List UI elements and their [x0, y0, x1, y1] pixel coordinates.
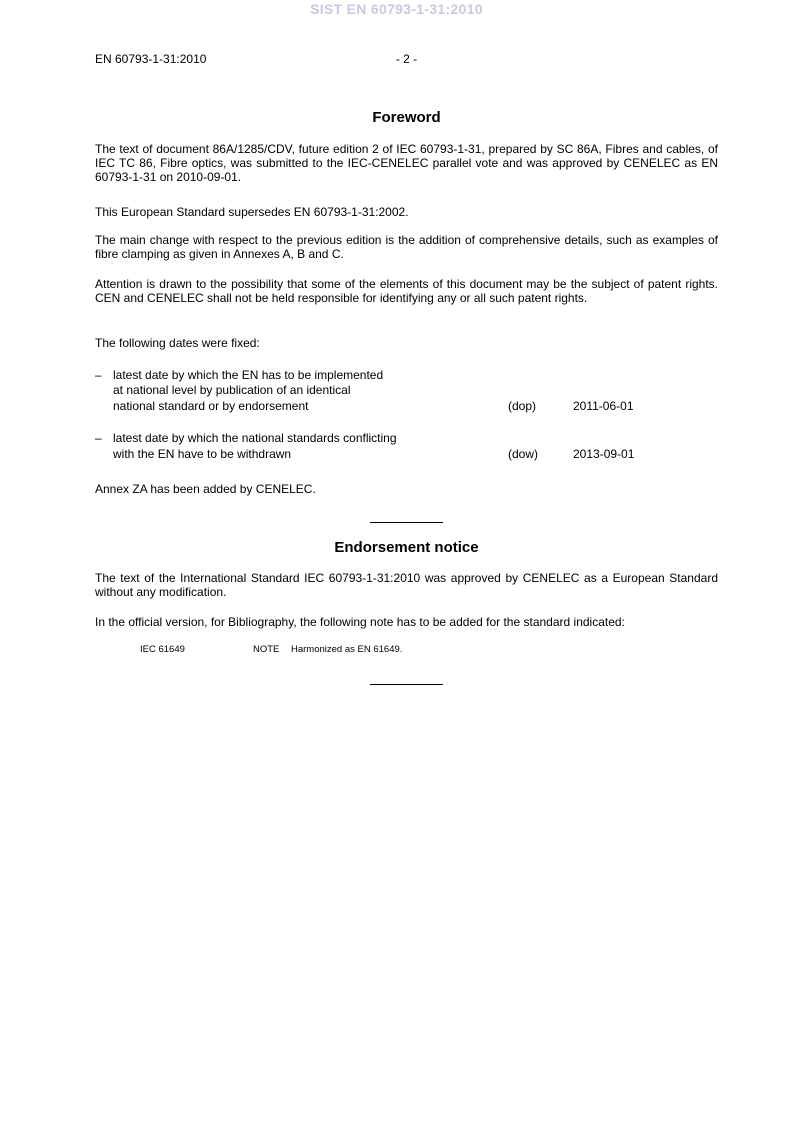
list-dash: – — [95, 368, 102, 382]
date-entry-text-line: latest date by which the EN has to be implemented — [113, 368, 384, 382]
date-entry-text-line: at national level by publication of an identical — [113, 383, 351, 397]
foreword-title: Foreword — [372, 109, 441, 126]
list-dash: – — [95, 431, 102, 445]
foreword-paragraph-1: The text of document 86A/1285/CDV, future edition 2 of IEC 60793-1-31, prepared by SC 86A, Fibres and cables, of IEC TC 86, Fibre optics, was submitted to the IEC-CENELEC parallel vote and was approved by CENELEC as EN 60793-1-31 on 2010-09-01. — [95, 142, 718, 184]
date-entry-abbreviation: (dow) — [508, 447, 539, 461]
date-entry-text-line: with the EN have to be withdrawn — [113, 447, 292, 461]
date-entry-text-line: national standard or by endorsement — [113, 399, 309, 413]
date-entry-abbreviation: (dop) — [508, 399, 537, 413]
foreword-paragraph-4: Attention is drawn to the possibility that some of the elements of this document may be the subject of patent rights. CEN and CENELEC shall not be held responsible for identifying any or all such patent rights. — [95, 277, 718, 305]
endorsement-title: Endorsement notice — [334, 539, 479, 556]
section-divider — [370, 522, 443, 523]
date-entry-date: 2013-09-01 — [573, 447, 635, 461]
header-page-number: - 2 - — [395, 52, 418, 66]
end-divider — [370, 684, 443, 685]
header-document-id: EN 60793-1-31:2010 — [95, 52, 207, 66]
date-entry-date: 2011-06-01 — [573, 399, 634, 413]
note-label: NOTE — [253, 644, 280, 655]
endorsement-paragraph-2: In the official version, for Bibliography, the following note has to be added for the standard indicated: — [95, 615, 625, 629]
foreword-paragraph-5: The following dates were fixed: — [95, 336, 260, 350]
date-entry-text-line: latest date by which the national standards conflicting — [113, 431, 397, 445]
endorsement-paragraph-1: The text of the International Standard IEC 60793-1-31:2010 was approved by CENELEC as a European Standard without any modification. — [95, 571, 718, 599]
foreword-paragraph-3: The main change with respect to the previous edition is the addition of comprehensive details, such as examples of fibre clamping as given in Annexes A, B and C. — [95, 233, 718, 261]
foreword-paragraph-2: This European Standard supersedes EN 60793-1-31:2002. — [95, 205, 409, 219]
note-text: Harmonized as EN 61649. — [291, 644, 403, 655]
note-reference: IEC 61649 — [140, 644, 185, 655]
watermark: SIST EN 60793-1-31:2010 — [310, 1, 483, 17]
foreword-paragraph-6: Annex ZA has been added by CENELEC. — [95, 482, 316, 496]
